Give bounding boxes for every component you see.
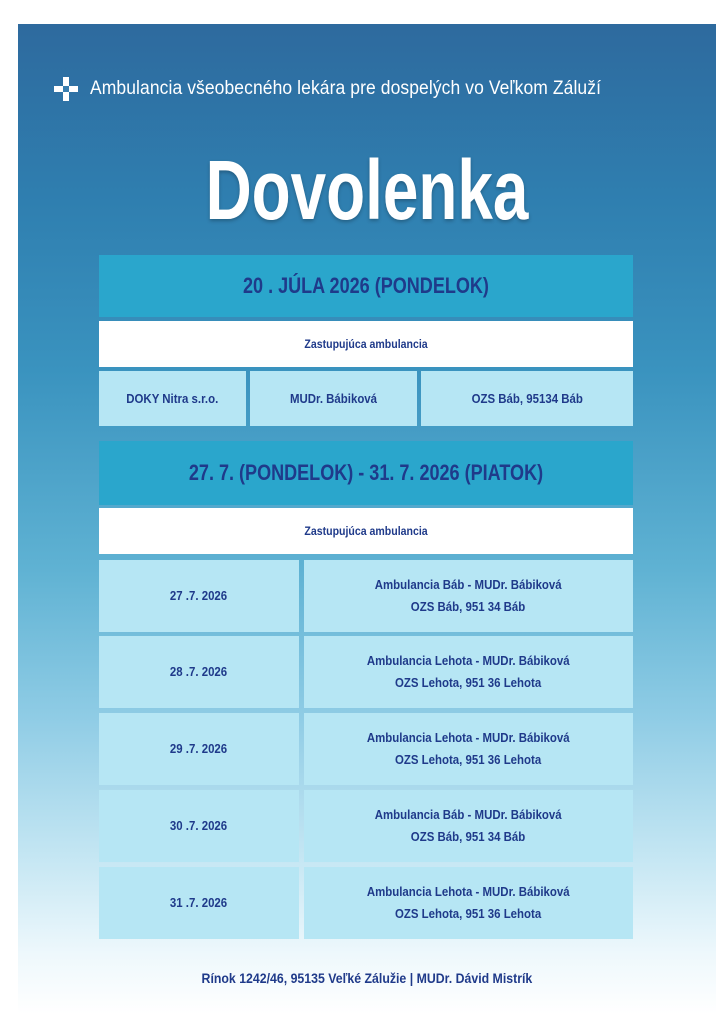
- row-clinic-line2: OZS Lehota, 951 36 Lehota: [395, 906, 542, 921]
- row-clinic-line2: OZS Báb, 951 34 Báb: [411, 599, 526, 614]
- page-title: Dovolenka: [205, 143, 529, 237]
- section2-heading: [99, 441, 633, 505]
- row-date-text: 28 .7. 2026: [170, 664, 228, 679]
- section1-cell-address: [421, 371, 633, 426]
- section2-subheading-text: Zastupujúca ambulancia: [304, 524, 428, 538]
- table-row-clinic: [304, 790, 633, 862]
- row-clinic-line2: OZS Báb, 951 34 Báb: [411, 829, 526, 844]
- table-row-date: [99, 636, 299, 708]
- table-row-clinic: [304, 560, 633, 632]
- clinic-name: Ambulancia všeobecného lekára pre dospelých vo Veľkom Záluží: [90, 78, 602, 99]
- row-clinic-line1: Ambulancia Lehota - MUDr. Bábiková: [367, 653, 570, 668]
- section1-cell-clinic: [99, 371, 246, 426]
- section1-heading: [99, 255, 633, 317]
- section1-subheading-text: Zastupujúca ambulancia: [304, 337, 428, 351]
- table-row-date: [99, 867, 299, 939]
- medical-cross-icon: [54, 77, 78, 101]
- row-date-text: 27 .7. 2026: [170, 588, 228, 603]
- row-clinic-line1: Ambulancia Lehota - MUDr. Bábiková: [367, 884, 570, 899]
- footer-text: Rínok 1242/46, 95135 Veľké Zálužie | MUDr. Dávid Mistrík: [201, 970, 533, 986]
- row-clinic-line1: Ambulancia Báb - MUDr. Bábiková: [375, 807, 562, 822]
- vacation-poster: [18, 24, 716, 1014]
- row-date-text: 30 .7. 2026: [170, 818, 228, 833]
- row-clinic-line1: Ambulancia Báb - MUDr. Bábiková: [375, 577, 562, 592]
- section2-heading-text: 27. 7. (PONDELOK) - 31. 7. 2026 (PIATOK): [188, 460, 544, 485]
- row-clinic-line1: Ambulancia Lehota - MUDr. Bábiková: [367, 730, 570, 745]
- table-row-clinic: [304, 867, 633, 939]
- clinic-header: [54, 74, 694, 104]
- row-date-text: 29 .7. 2026: [170, 741, 228, 756]
- cell-text: OZS Báb, 95134 Báb: [471, 390, 583, 406]
- table-row-date: [99, 560, 299, 632]
- section1-cell-doctor: [250, 371, 417, 426]
- table-row-date: [99, 713, 299, 785]
- section2-subheading: [99, 508, 633, 554]
- footer-address: [18, 970, 716, 986]
- section1-heading-text: 20 . JÚLA 2026 (PONDELOK): [243, 273, 489, 298]
- table-row-clinic: [304, 636, 633, 708]
- row-clinic-line2: OZS Lehota, 951 36 Lehota: [395, 752, 542, 767]
- table-row-date: [99, 790, 299, 862]
- row-clinic-line2: OZS Lehota, 951 36 Lehota: [395, 675, 542, 690]
- table-row-clinic: [304, 713, 633, 785]
- row-date-text: 31 .7. 2026: [170, 895, 228, 910]
- cell-text: DOKY Nitra s.r.o.: [126, 390, 219, 406]
- cell-text: MUDr. Bábiková: [289, 390, 378, 406]
- section1-subheading: [99, 321, 633, 367]
